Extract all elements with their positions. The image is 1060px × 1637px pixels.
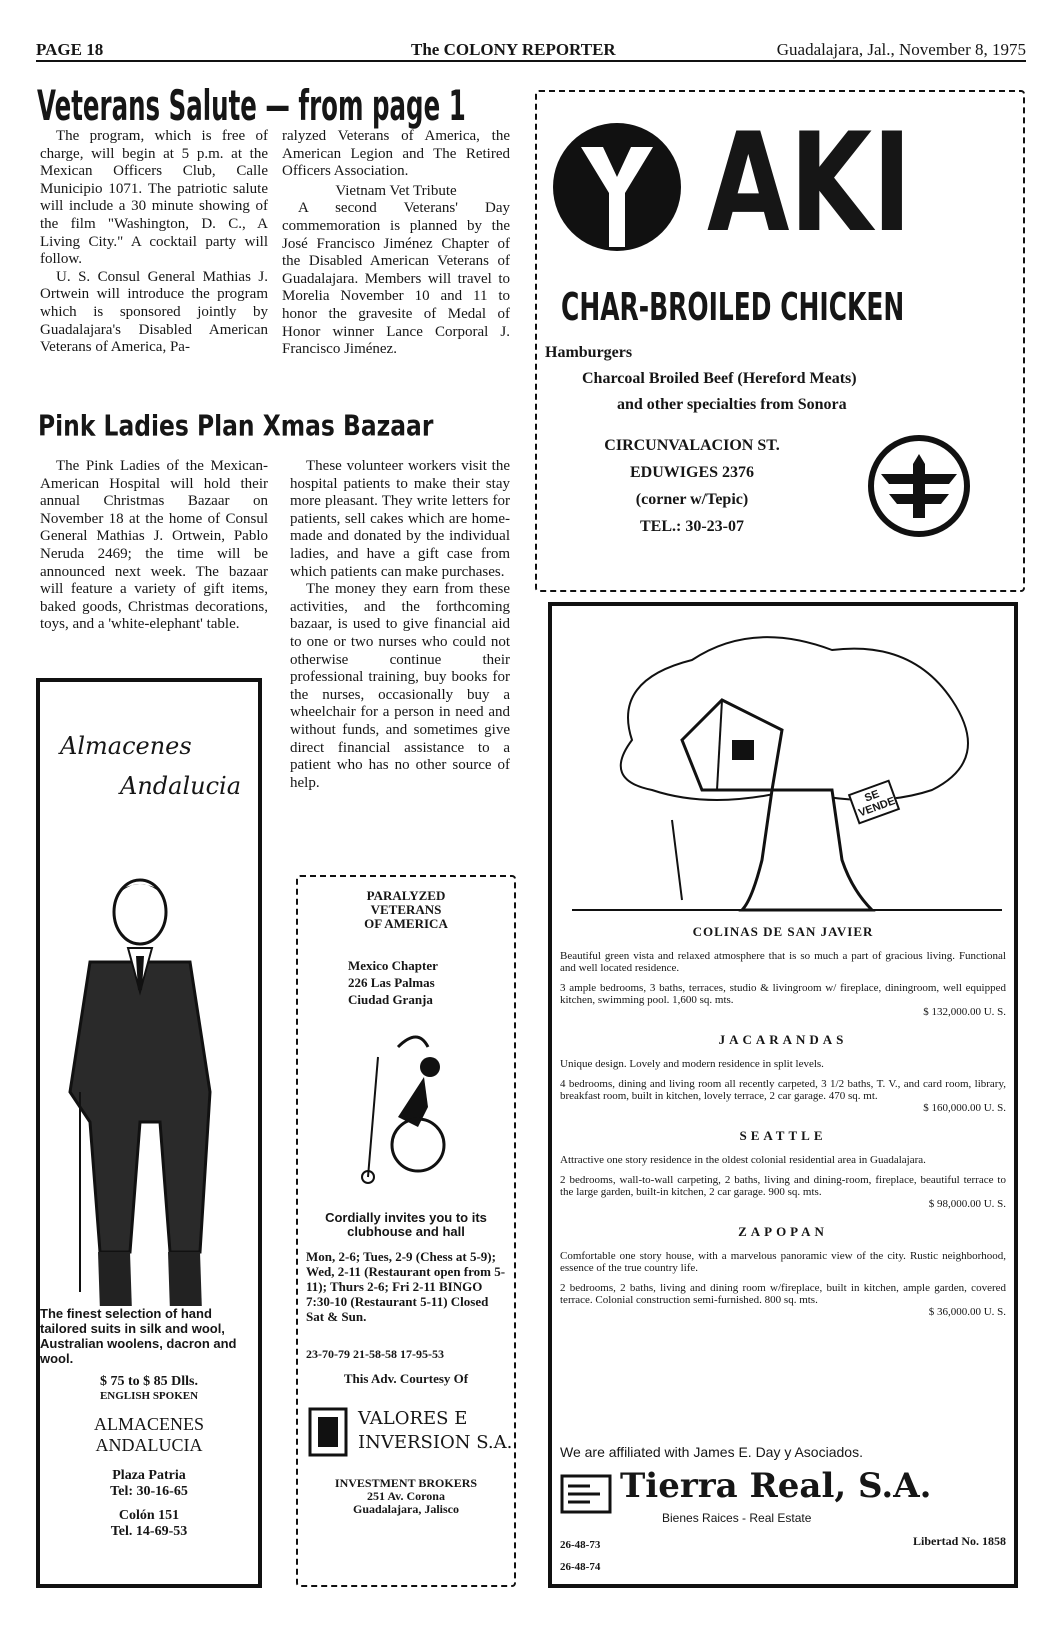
- listing: [560, 1224, 1006, 1318]
- listing-details: 2 bedrooms, wall-to-wall carpeting, 2 baths, living and dining-room, fireplace, beautiful terrace to the large garden, built-in kitchen, 2 car garage. 900 sq. mts.: [560, 1174, 1006, 1198]
- listing-details: 2 bedrooms, 2 baths, living and dining room w/fireplace, built in kitchen, ample garden, covered terrace. Colonial construction semi-furnished. 800 sq. mts.: [560, 1282, 1006, 1306]
- listing-description: Comfortable one story house, with a marvelous panoramic view of the city. Rustic neighborhood, essence of the true country life.: [560, 1250, 1006, 1274]
- dateline: Guadalajara, Jal., November 8, 1975: [776, 40, 1026, 59]
- veterans-column-2: [282, 128, 510, 359]
- veterans-paragraph: The program, which is free of charge, will begin at 5 p.m. at the Mexican Officers Club, Calle Municipio 1071. The patriotic salute will include a 30 minute showing of the film "Washington, D. C., A Living City." A cocktail party will follow.: [40, 128, 268, 268]
- tierra-real-ad: [548, 602, 1018, 1588]
- listings: [552, 924, 1014, 1328]
- pink-paragraph: These volunteer workers visit the hospital patients to make their stay more pleasant. They write letters for patients, sell cakes which are home-made and donated by the individual ladies, and have a gift case from which patients can make purchases.: [290, 458, 510, 580]
- veterans-headline: Veterans Salute — from page 1: [37, 82, 466, 131]
- company-phones: [560, 1534, 600, 1578]
- almacenes-description: The finest selection of hand tailored suits in silk and wool, Australian woolens, dacron and wool.: [40, 1306, 258, 1366]
- pink-column-1: [40, 458, 268, 634]
- veterans-paragraph: U. S. Consul General Mathias J. Ortwein will introduce the program which is sponsored jointly by Guadalajara's Disabled American Veterans of America, Pa-: [40, 268, 268, 356]
- company-phone: 26-48-74: [560, 1561, 601, 1573]
- veterans-subhead: Vietnam Vet Tribute: [335, 182, 457, 199]
- pva-ad: [296, 875, 516, 1587]
- company-name: Tierra Real, S.A.: [620, 1466, 932, 1506]
- valores-logo-line: VALORES E: [358, 1408, 468, 1429]
- pva-chapter-line: Mexico Chapter: [348, 958, 438, 973]
- pva-chapter-line: 226 Las Palmas: [348, 975, 435, 990]
- pva-chapter-line: Ciudad Granja: [348, 992, 433, 1007]
- listing-price: $ 160,000.00 U. S.: [923, 1102, 1006, 1114]
- almacenes-phone: Tel: 30-16-65: [110, 1484, 188, 1499]
- listing-title: JACARANDAS: [718, 1032, 848, 1047]
- se-vende-sign: SE VENDE: [848, 779, 900, 824]
- pink-paragraph: The Pink Ladies of the Mexican-American Hospital will hold their annual Christmas Bazaar on November 18 at the home of Consul General Mathias J. Ortwein, Pablo Neruda 2469; the time will be announced next week. The bazaar will feature a variety of gift items, baked goods, Christmas decorations, toys, and a 'white-elephant' table.: [40, 458, 268, 633]
- listing-title: SEATTLE: [739, 1128, 827, 1143]
- almacenes-ad: [36, 678, 262, 1588]
- pink-column-2: [290, 458, 510, 792]
- wheelchair-athlete-icon: [358, 1027, 468, 1187]
- almacenes-name: ANDALUCIA: [95, 1435, 203, 1455]
- pva-broker-line: Guadalajara, Jalisco: [352, 1502, 459, 1516]
- pva-broker-line: INVESTMENT BROKERS: [334, 1476, 478, 1490]
- listing-description: Attractive one story residence in the oldest colonial residential area in Guadalajara.: [560, 1154, 926, 1166]
- affiliation-note: We are affiliated with James E. Day y Asociados.: [560, 1444, 863, 1460]
- listing-description: Unique design. Lovely and modern residence in split levels.: [560, 1058, 824, 1070]
- yaki-address: [577, 432, 807, 540]
- treehouse-illustration: [572, 620, 1002, 920]
- listing: [560, 924, 1006, 1018]
- pink-ladies-headline: Pink Ladies Plan Xmas Bazaar: [38, 410, 434, 443]
- almacenes-english: ENGLISH SPOKEN: [99, 1390, 199, 1402]
- company-address: Libertad No. 1858: [913, 1534, 1006, 1548]
- wings-emblem-icon: [867, 434, 971, 538]
- yaki-tagline: CHAR-BROILED CHICKEN: [561, 284, 905, 330]
- page-number: PAGE 18: [36, 40, 104, 59]
- pva-title: [298, 889, 514, 931]
- pva-hours: Mon, 2-6; Tues, 2-9 (Chess at 5-9); Wed, 2-11 (Restaurant open from 5-11); Thurs 2-6; Fri 2-11 BINGO 7:30-10 (Restaurant 5-11) Closed Sat & Sun.: [306, 1249, 506, 1324]
- pva-broker-line: 251 Av. Corona: [367, 1489, 445, 1503]
- page-header: [36, 28, 1026, 62]
- almacenes-address: Colón 151: [118, 1508, 180, 1523]
- pink-paragraph: The money they earn from these activities, and the forthcoming bazaar, is used to give financial aid to one or two nurses who could not otherwise continue their professional training, buy books for the nurses, occasionally buy a wheelchair for a person in need and without funds, and sometimes give direct financial assistance to a patient who has no other source of help.: [290, 581, 510, 791]
- pva-title-line: PARALYZED: [366, 888, 446, 903]
- valores-logo-line: INVERSION S.A.: [358, 1432, 513, 1453]
- listing-price: $ 36,000.00 U. S.: [928, 1306, 1006, 1318]
- valores-stamp-icon: [308, 1407, 348, 1457]
- listing: [560, 1032, 1006, 1114]
- listing-price: $ 132,000.00 U. S.: [923, 1006, 1006, 1018]
- almacenes-price: $ 75 to $ 85 Dlls.: [100, 1374, 198, 1389]
- man-in-suit-illustration: [50, 872, 250, 1342]
- pva-chapter: [348, 957, 438, 1008]
- almacenes-script-2: Andalucia: [120, 772, 242, 800]
- yaki-line: Hamburgers: [545, 344, 633, 361]
- pva-invite: Cordially invites you to its clubhouse and hall: [325, 1210, 487, 1239]
- newspaper-name: The COLONY REPORTER: [411, 40, 616, 59]
- almacenes-script-1: Almacenes: [60, 732, 192, 760]
- veterans-paragraph: A second Veterans' Day commemoration is planned by the José Francisco Jiménez Chapter of the Disabled American Veterans of Guadalajara. Members will travel to Morelia November 10 and 11 to honor the gravesite of Medal of Honor winner Lance Corporal J. Francisco Jiménez.: [282, 200, 510, 358]
- listing-title: COLINAS DE SAN JAVIER: [692, 924, 874, 939]
- tierra-real-logo-icon: [560, 1474, 612, 1514]
- yaki-address-line: CIRCUNVALACION ST.: [604, 437, 780, 454]
- yaki-y-logo: [547, 117, 687, 257]
- pva-courtesy: This Adv. Courtesy Of: [343, 1371, 469, 1386]
- yaki-line: and other specialties from Sonora: [617, 396, 847, 413]
- almacenes-info: [40, 1374, 258, 1540]
- listing-price: $ 98,000.00 U. S.: [928, 1198, 1006, 1210]
- veterans-paragraph: ralyzed Veterans of America, the American Legion and The Retired Officers Association.: [282, 128, 510, 180]
- almacenes-name: ALMACENES: [93, 1414, 204, 1434]
- company-phone: 26-48-73: [560, 1539, 601, 1551]
- valores-logo: [358, 1407, 512, 1455]
- pva-broker: [298, 1477, 514, 1516]
- listing-description: Beautiful green vista and relaxed atmosphere that is so much a part of gracious living. Functional and well located residence.: [560, 950, 1006, 974]
- veterans-column-1: [40, 128, 268, 357]
- yaki-brand: AKI: [707, 102, 912, 263]
- yaki-address-line: TEL.: 30-23-07: [640, 518, 744, 535]
- listing: [560, 1128, 1006, 1210]
- company-subtitle: Bienes Raices - Real Estate: [662, 1511, 812, 1525]
- yaki-ad: [535, 90, 1025, 592]
- almacenes-address: Plaza Patria: [112, 1468, 186, 1483]
- listing-details: 4 bedrooms, dining and living room all recently carpeted, 3 1/2 baths, T. V., and card room, library, breakfast room, built in kitchen, lovely terrace, 2 car garage. 470 sq. mt.: [560, 1078, 1006, 1102]
- almacenes-phone: Tel. 14-69-53: [110, 1524, 188, 1539]
- listing-title: ZAPOPAN: [738, 1224, 828, 1239]
- yaki-address-line: EDUWIGES 2376: [629, 464, 755, 481]
- yaki-line: Charcoal Broiled Beef (Hereford Meats): [582, 370, 857, 387]
- pva-phones: 23-70-79 21-58-58 17-95-53: [306, 1347, 444, 1361]
- pva-title-line: OF AMERICA: [364, 916, 448, 931]
- listing-details: 3 ample bedrooms, 3 baths, terraces, studio & livingroom w/ fireplace, diningroom, well equipped kitchen, swimming pool. 1,600 sq. mts.: [560, 982, 1006, 1006]
- pva-title-line: VETERANS: [370, 902, 442, 917]
- yaki-address-line: (corner w/Tepic): [635, 491, 749, 508]
